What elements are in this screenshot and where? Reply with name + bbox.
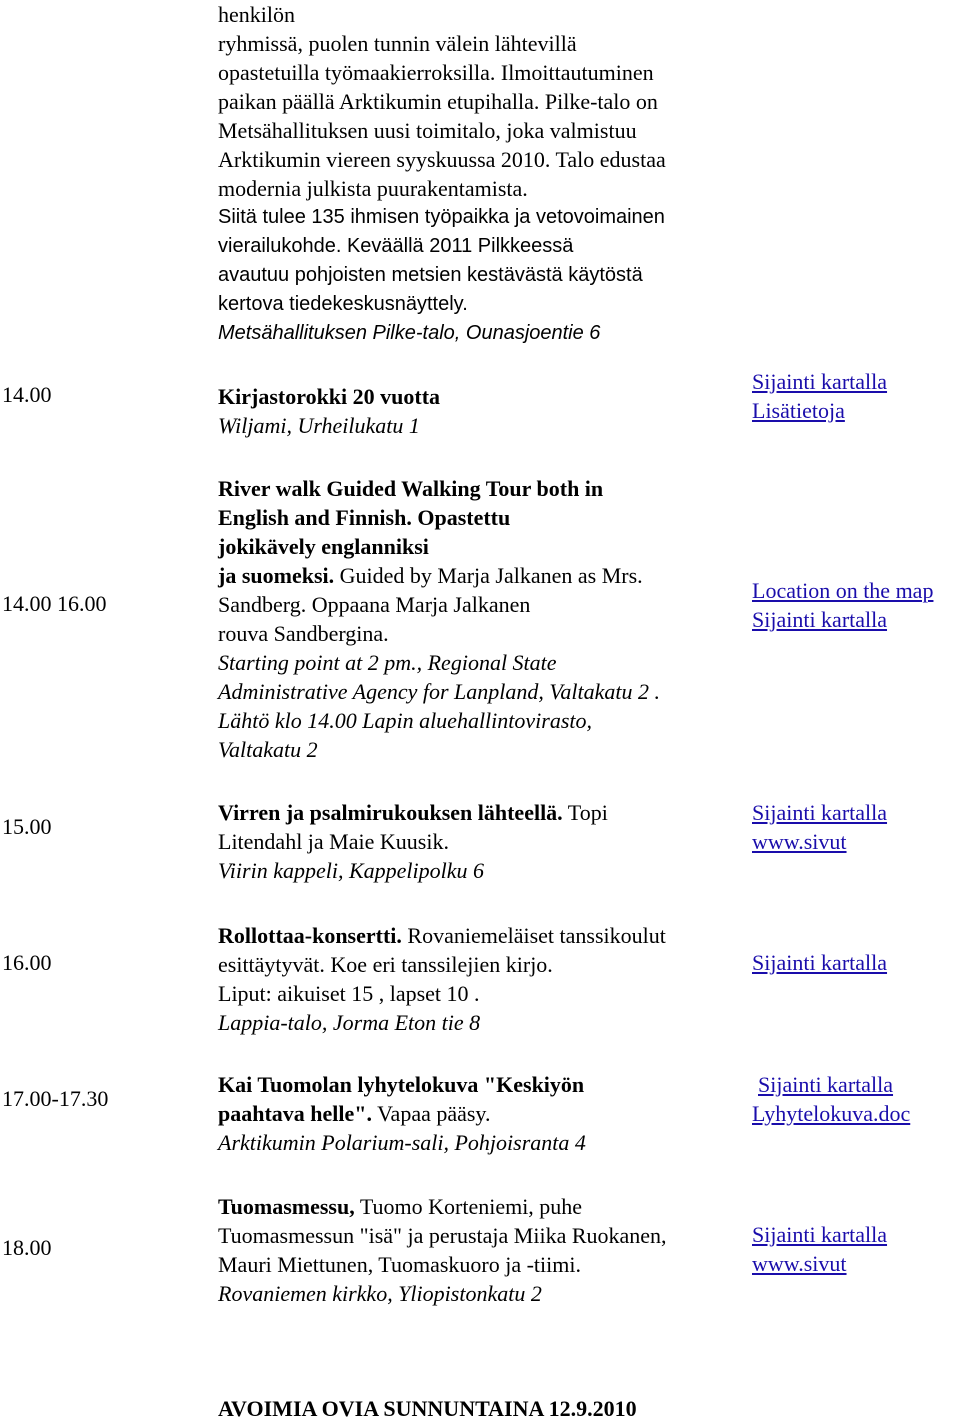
map-link[interactable]: Sijainti kartalla (752, 1222, 888, 1247)
event-time: 15.00 (2, 814, 52, 839)
event-location: Lähtö klo 14.00 Lapin aluehallintovirasto, (218, 708, 593, 733)
event-time: 17.00-17.30 (2, 1086, 109, 1111)
intro-line: avautuu pohjoisten metsien kestävästä käytöstä (218, 264, 643, 286)
event-title-part: English and Finnish. (218, 505, 412, 530)
event-title: Kai Tuomolan lyhytelokuva "Keskiyön (218, 1072, 585, 1097)
intro-location: Metsähallituksen Pilke-talo, Ounasjoentie 6 (218, 322, 601, 344)
event-desc-part: Tuomo Korteniemi, puhe (354, 1194, 583, 1219)
intro-line: paikan päällä Arktikumin etupihalla. Pilke-talo on (218, 89, 658, 114)
website-link[interactable]: www.sivut (752, 829, 847, 854)
intro-line: opastetuilla työmaakierroksilla. Ilmoittautuminen (218, 60, 654, 85)
intro-line: modernia julkista puurakentamista. (218, 176, 528, 201)
event-desc-line: esittäytyvät. Koe eri tanssilejien kirjo. (218, 952, 553, 977)
map-link[interactable]: Sijainti kartalla (752, 369, 888, 394)
event-location: Arktikumin Polarium-sali, Pohjoisranta 4 (218, 1130, 586, 1155)
event-title-part: ja suomeksi. (218, 563, 335, 588)
event-time: 16.00 (2, 950, 52, 975)
event-location: Lappia-talo, Jorma Eton tie 8 (218, 1010, 481, 1035)
event-title: Rollottaa-konsertti. (218, 923, 402, 948)
intro-line: henkilön (218, 2, 295, 27)
event-location: Valtakatu 2 (218, 737, 318, 762)
map-link-en[interactable]: Location on the map (752, 578, 934, 603)
event-desc-line (218, 798, 608, 827)
intro-line: Metsähallituksen uusi toimitalo, joka valmistuu (218, 118, 637, 143)
document-link[interactable]: Lyhytelokuva.doc (752, 1101, 911, 1126)
intro-line: Siitä tulee 135 ihmisen työpaikka ja vetovoimainen (218, 206, 665, 228)
event-title-part: Opastettu (417, 505, 511, 530)
event-title-part: jokikävely englanniksi (218, 534, 429, 559)
map-link[interactable]: Sijainti kartalla (752, 800, 888, 825)
event-desc-part: Vapaa pääsy. (372, 1101, 491, 1126)
event-desc-line: Litendahl ja Maie Kuusik. (218, 829, 449, 854)
event-location: Wiljami, Urheilukatu 1 (218, 413, 420, 438)
event-desc-line: Tuomasmessun "isä" ja perustaja Miika Ruokanen, (218, 1223, 667, 1248)
event-desc-line: rouva Sandbergina. (218, 621, 389, 646)
event-title: River walk Guided Walking Tour both in (218, 476, 604, 501)
event-desc-line: Mauri Miettunen, Tuomaskuoro ja -tiimi. (218, 1252, 581, 1277)
intro-line: ryhmissä, puolen tunnin välein lähtevillä (218, 31, 577, 56)
intro-line: Arktikumin viereen syyskuussa 2010. Talo edustaa (218, 147, 666, 172)
event-title-part: paahtava helle". (218, 1101, 372, 1126)
event-desc-line: Sandberg. Oppaana Marja Jalkanen (218, 592, 531, 617)
event-title: Virren ja psalmirukouksen lähteellä. (218, 800, 563, 825)
event-location: Starting point at 2 pm., Regional State (218, 650, 557, 675)
event-desc-line (218, 1099, 491, 1128)
event-desc-line (218, 503, 510, 532)
website-link[interactable]: www.sivut (752, 1251, 847, 1276)
more-info-link[interactable]: Lisätietoja (752, 398, 845, 423)
event-title: Tuomasmessu, (218, 1194, 355, 1219)
event-desc-line (218, 1192, 582, 1221)
map-link[interactable]: Sijainti kartalla (758, 1072, 894, 1097)
event-location: Rovaniemen kirkko, Yliopistonkatu 2 (218, 1281, 542, 1306)
event-desc-line (218, 921, 666, 950)
event-location: Viirin kappeli, Kappelipolku 6 (218, 858, 484, 883)
intro-line: kertova tiedekeskusnäyttely. (218, 293, 468, 315)
event-time: 14.00 (2, 382, 52, 407)
event-time: 18.00 (2, 1235, 52, 1260)
event-location: Administrative Agency for Lanpland, Valtakatu 2 . (218, 679, 660, 704)
event-desc-part: Topi (562, 800, 608, 825)
event-desc-part: Rovaniemeläiset tanssikoulut (401, 923, 666, 948)
map-link[interactable]: Sijainti kartalla (752, 950, 888, 975)
section-heading: AVOIMIA OVIA SUNNUNTAINA 12.9.2010 (218, 1396, 637, 1421)
intro-line: vierailukohde. Keväällä 2011 Pilkkeessä (218, 235, 574, 257)
event-time: 14.00 16.00 (2, 591, 107, 616)
event-desc-line (218, 561, 643, 590)
event-desc-line: Liput: aikuiset 15 , lapset 10 . (218, 981, 480, 1006)
event-desc-part: Guided by Marja Jalkanen as Mrs. (334, 563, 643, 588)
event-title: Kirjastorokki 20 vuotta (218, 384, 441, 409)
map-link[interactable]: Sijainti kartalla (752, 607, 888, 632)
